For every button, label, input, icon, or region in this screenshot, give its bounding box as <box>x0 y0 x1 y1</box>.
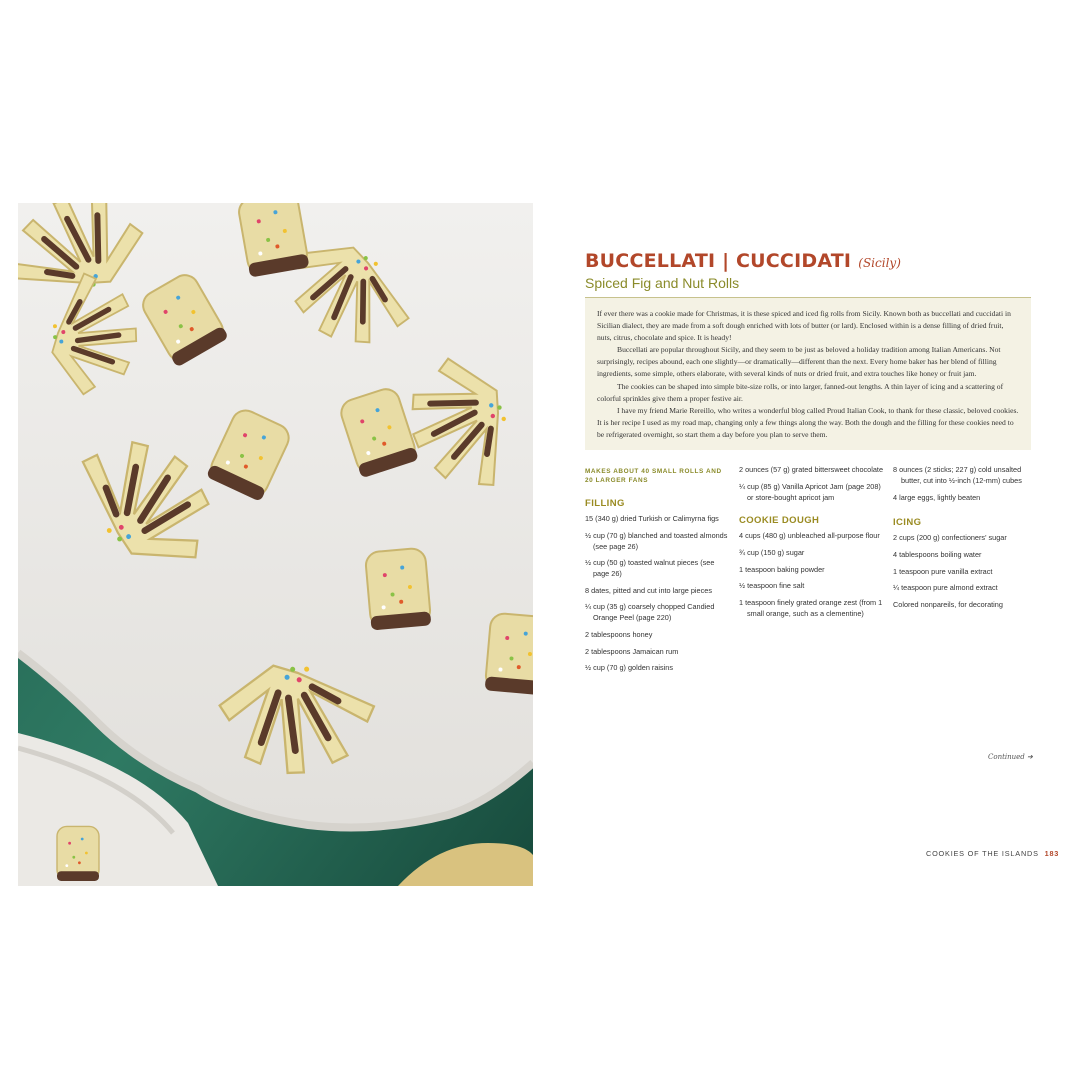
cookie-photo <box>18 203 533 886</box>
ingredient-item: Colored nonpareils, for decorating <box>893 600 1003 610</box>
ingredient-item: 1 teaspoon baking powder <box>739 564 825 574</box>
ingredient-item: ¾ cup (150 g) sugar <box>739 548 805 557</box>
chapter-name: COOKIES OF THE ISLANDS <box>926 849 1039 858</box>
ingredient-item: 15 (340 g) dried Turkish or Calimyrna figs <box>585 514 719 524</box>
ingredient-item: 1 teaspoon pure vanilla extract <box>893 566 993 576</box>
ingredient-item: 8 dates, pitted and cut into large pieces <box>585 585 712 595</box>
ingredient-item: 2 tablespoons honey <box>585 629 653 639</box>
ingredient-item: ¼ teaspoon pure almond extract <box>893 583 998 593</box>
intro-paragraph: Buccellati are popular throughout Sicily, and they seem to be just as beloved a holiday tradition among Italian Americans. Not surprisingly, recipes abound, each one slightly—or dramatically—different than the next. Every home baker has her blend of filling ingredients, some simple, others elaborate, with several kinds of nuts or dried fruit, and extra touches like honey or fruit jam. <box>597 345 1001 379</box>
ingredient-item: 8 ounces (2 sticks; 227 g) cold unsalted butter, cut into ½-inch (12-mm) cubes <box>893 465 1022 485</box>
yield: MAKES ABOUT 40 SMALL ROLLS AND 20 LARGER FANS <box>585 468 722 485</box>
cookie-dough-heading: COOKIE DOUGH <box>739 515 820 527</box>
icing-list <box>893 533 1033 611</box>
ingredient-item: 4 large eggs, lightly beaten <box>893 492 981 502</box>
intro-paragraph: If ever there was a cookie made for Christmas, it is these spiced and iced fig rolls from Sicily. Known both as buccellati and cuccidati in Sicilian dialect, they are made from a soft dough enriched with lots of butter (or lard). Enclosed within is a dense filling of dried fruit, nuts, citrus, chocolate and spice. It is heady! <box>597 309 1011 343</box>
recipe-title: BUCCELLATI | CUCCIDATI <box>585 250 852 272</box>
page-footer <box>926 849 1059 858</box>
recipe-title-row <box>585 250 1031 272</box>
intro-paragraph: I have my friend Marie Rereillo, who writes a wonderful blog called Proud Italian Cook, to thank for these classic, beloved cookies. It is her recipe I used as my road map, changing only a few things along the way. Both the dough and the filling for these cookies need to be refrigerated overnight, so start them a day before you plan to serve them. <box>597 405 1019 439</box>
filling-list-continued <box>739 465 884 503</box>
ingredient-item: 4 cups (480 g) unbleached all-purpose flour <box>739 531 880 541</box>
filling-list <box>585 514 730 674</box>
recipe-region: (Sicily) <box>858 256 901 270</box>
ingredient-item: ½ cup (50 g) toasted walnut pieces (see page 26) <box>585 558 715 578</box>
ingredients-column-2 <box>739 465 884 626</box>
ingredient-item: 2 ounces (57 g) grated bittersweet chocolate <box>739 465 883 475</box>
ingredient-item: ¼ cup (85 g) Vanilla Apricot Jam (page 208) or store-bought apricot jam <box>739 481 881 502</box>
continued-note: Continued ➔ <box>988 753 1033 761</box>
ingredients-column-1 <box>585 465 730 680</box>
recipe-subtitle: Spiced Fig and Nut Rolls <box>585 275 1031 298</box>
ingredients <box>585 465 1031 705</box>
recipe-page <box>585 250 1031 705</box>
ingredient-item: ½ cup (70 g) blanched and toasted almonds (see page 26) <box>585 530 728 551</box>
cookie-photo-illustration <box>18 203 533 886</box>
ingredients-column-3 <box>893 465 1033 617</box>
ingredient-item: ½ cup (70 g) golden raisins <box>585 663 674 673</box>
ingredient-item: 4 tablespoons boiling water <box>893 550 982 559</box>
icing-heading: ICING <box>893 517 922 529</box>
ingredient-item: 2 tablespoons Jamaican rum <box>585 646 679 656</box>
ingredient-item: ½ teaspoon fine salt <box>739 581 805 591</box>
cookie-dough-list-continued <box>893 465 1033 503</box>
recipe-intro <box>585 298 1031 450</box>
filling-heading: FILLING <box>585 498 625 510</box>
cookie-dough-list <box>739 531 884 619</box>
ingredient-item: ¼ cup (35 g) coarsely chopped Candied Orange Peel (page 220) <box>585 602 715 623</box>
ingredient-item: 2 cups (200 g) confectioners' sugar <box>893 533 1007 543</box>
ingredient-item: 1 teaspoon finely grated orange zest (from 1 small orange, such as a clementine) <box>739 598 883 618</box>
page-number: 183 <box>1044 849 1060 858</box>
intro-paragraph: The cookies can be shaped into simple bite-size rolls, or into larger, fanned-out lengths. A thin layer of icing and a scattering of colorful sprinkles give them a proper festive air. <box>597 381 1004 403</box>
